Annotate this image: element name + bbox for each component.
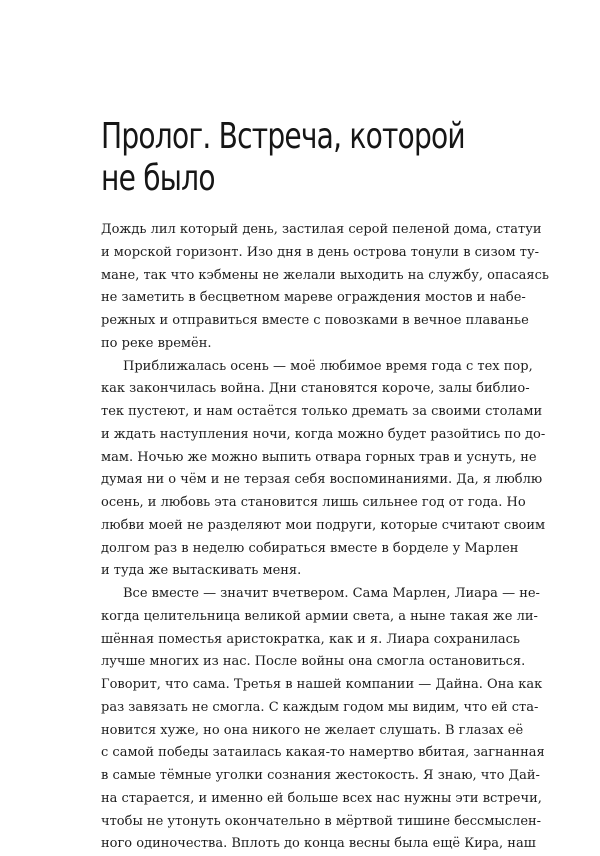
text-line: Все вместе — значит вчетвером. Сама Марлен, Лиара — не- [123, 586, 540, 601]
text-line: мам. Ночью же можно выпить отвара горных трав и уснуть, не [101, 449, 537, 465]
text-line: режных и отправиться вместе с повозками в вечное плаванье [101, 313, 529, 328]
text-line: с самой победы затаилась какая-то намертво вбитая, загнанная [101, 745, 545, 761]
text-line: осень, и любовь эта становится лишь сильнее год от года. Но [101, 495, 526, 510]
text-line: думая ни о чём и не терзая себя воспоминаниями. Да, я люблю [101, 472, 543, 488]
text-line: чтобы не утонуть окончательно в мёртвой тишине бессмыслен- [101, 813, 542, 829]
text-line: и морской горизонт. Изо дня в день острова тонули в сизом ту- [101, 244, 539, 260]
chapter-title-line-2: не было [101, 158, 215, 199]
text-line: и туда же вытаскивать меня. [101, 563, 302, 579]
chapter-title [101, 116, 465, 200]
text-line: не заметить в бесцветном мареве ограждения мостов и набе- [101, 290, 526, 306]
text-line: раз завязать не смогла. С каждым годом мы видим, что ей ста- [101, 699, 539, 715]
text-line: ного одиночества. Вплоть до конца весны была ещё Кира, наш [101, 836, 536, 852]
text-line: новится хуже, но она никого не желает слушать. В глазах её [101, 722, 524, 738]
text-line: тек пустеют, и нам остаётся только дремать за своими столами [101, 404, 543, 419]
chapter-body [101, 219, 549, 856]
text-line: и ждать наступления ночи, когда можно будет разойтись по до- [101, 426, 546, 442]
text-line: Приближалась осень — моё любимое время года с тех пор, [123, 358, 533, 374]
text-line: мане, так что кэбмены не желали выходить на службу, опасаясь [101, 267, 549, 283]
text-line: лучше многих из нас. После войны она смогла остановиться. [101, 654, 526, 670]
text-line: когда целительница великой армии света, а ныне такая же ли- [101, 608, 538, 624]
paragraph-3 [101, 583, 545, 856]
text-line: Говорит, что сама. Третья в нашей компании — Дайна. Она как [101, 677, 543, 692]
text-line: по реке времён. [101, 335, 212, 351]
text-line: шённая поместья аристократка, как и я. Лиара сохранилась [101, 631, 521, 647]
text-line: Дождь лил который день, застилая серой пеленой дома, статуи [101, 222, 542, 237]
text-line: на старается, и именно ей больше всех нас нужны эти встречи, [101, 790, 542, 806]
text-line: в самые тёмные уголки сознания жестокость. Я знаю, что Дай- [101, 768, 540, 783]
chapter-title-line-1: Пролог. Встреча, которой [101, 116, 465, 157]
text-line: долгом раз в неделю собираться вместе в борделе у Марлен [101, 540, 519, 556]
text-line: любви моей не разделяют мои подруги, которые считают своим [101, 517, 546, 533]
paragraph-2 [101, 356, 546, 584]
text-line: как закончилась война. Дни становятся короче, залы библио- [101, 381, 530, 397]
paragraph-1 [101, 219, 549, 356]
